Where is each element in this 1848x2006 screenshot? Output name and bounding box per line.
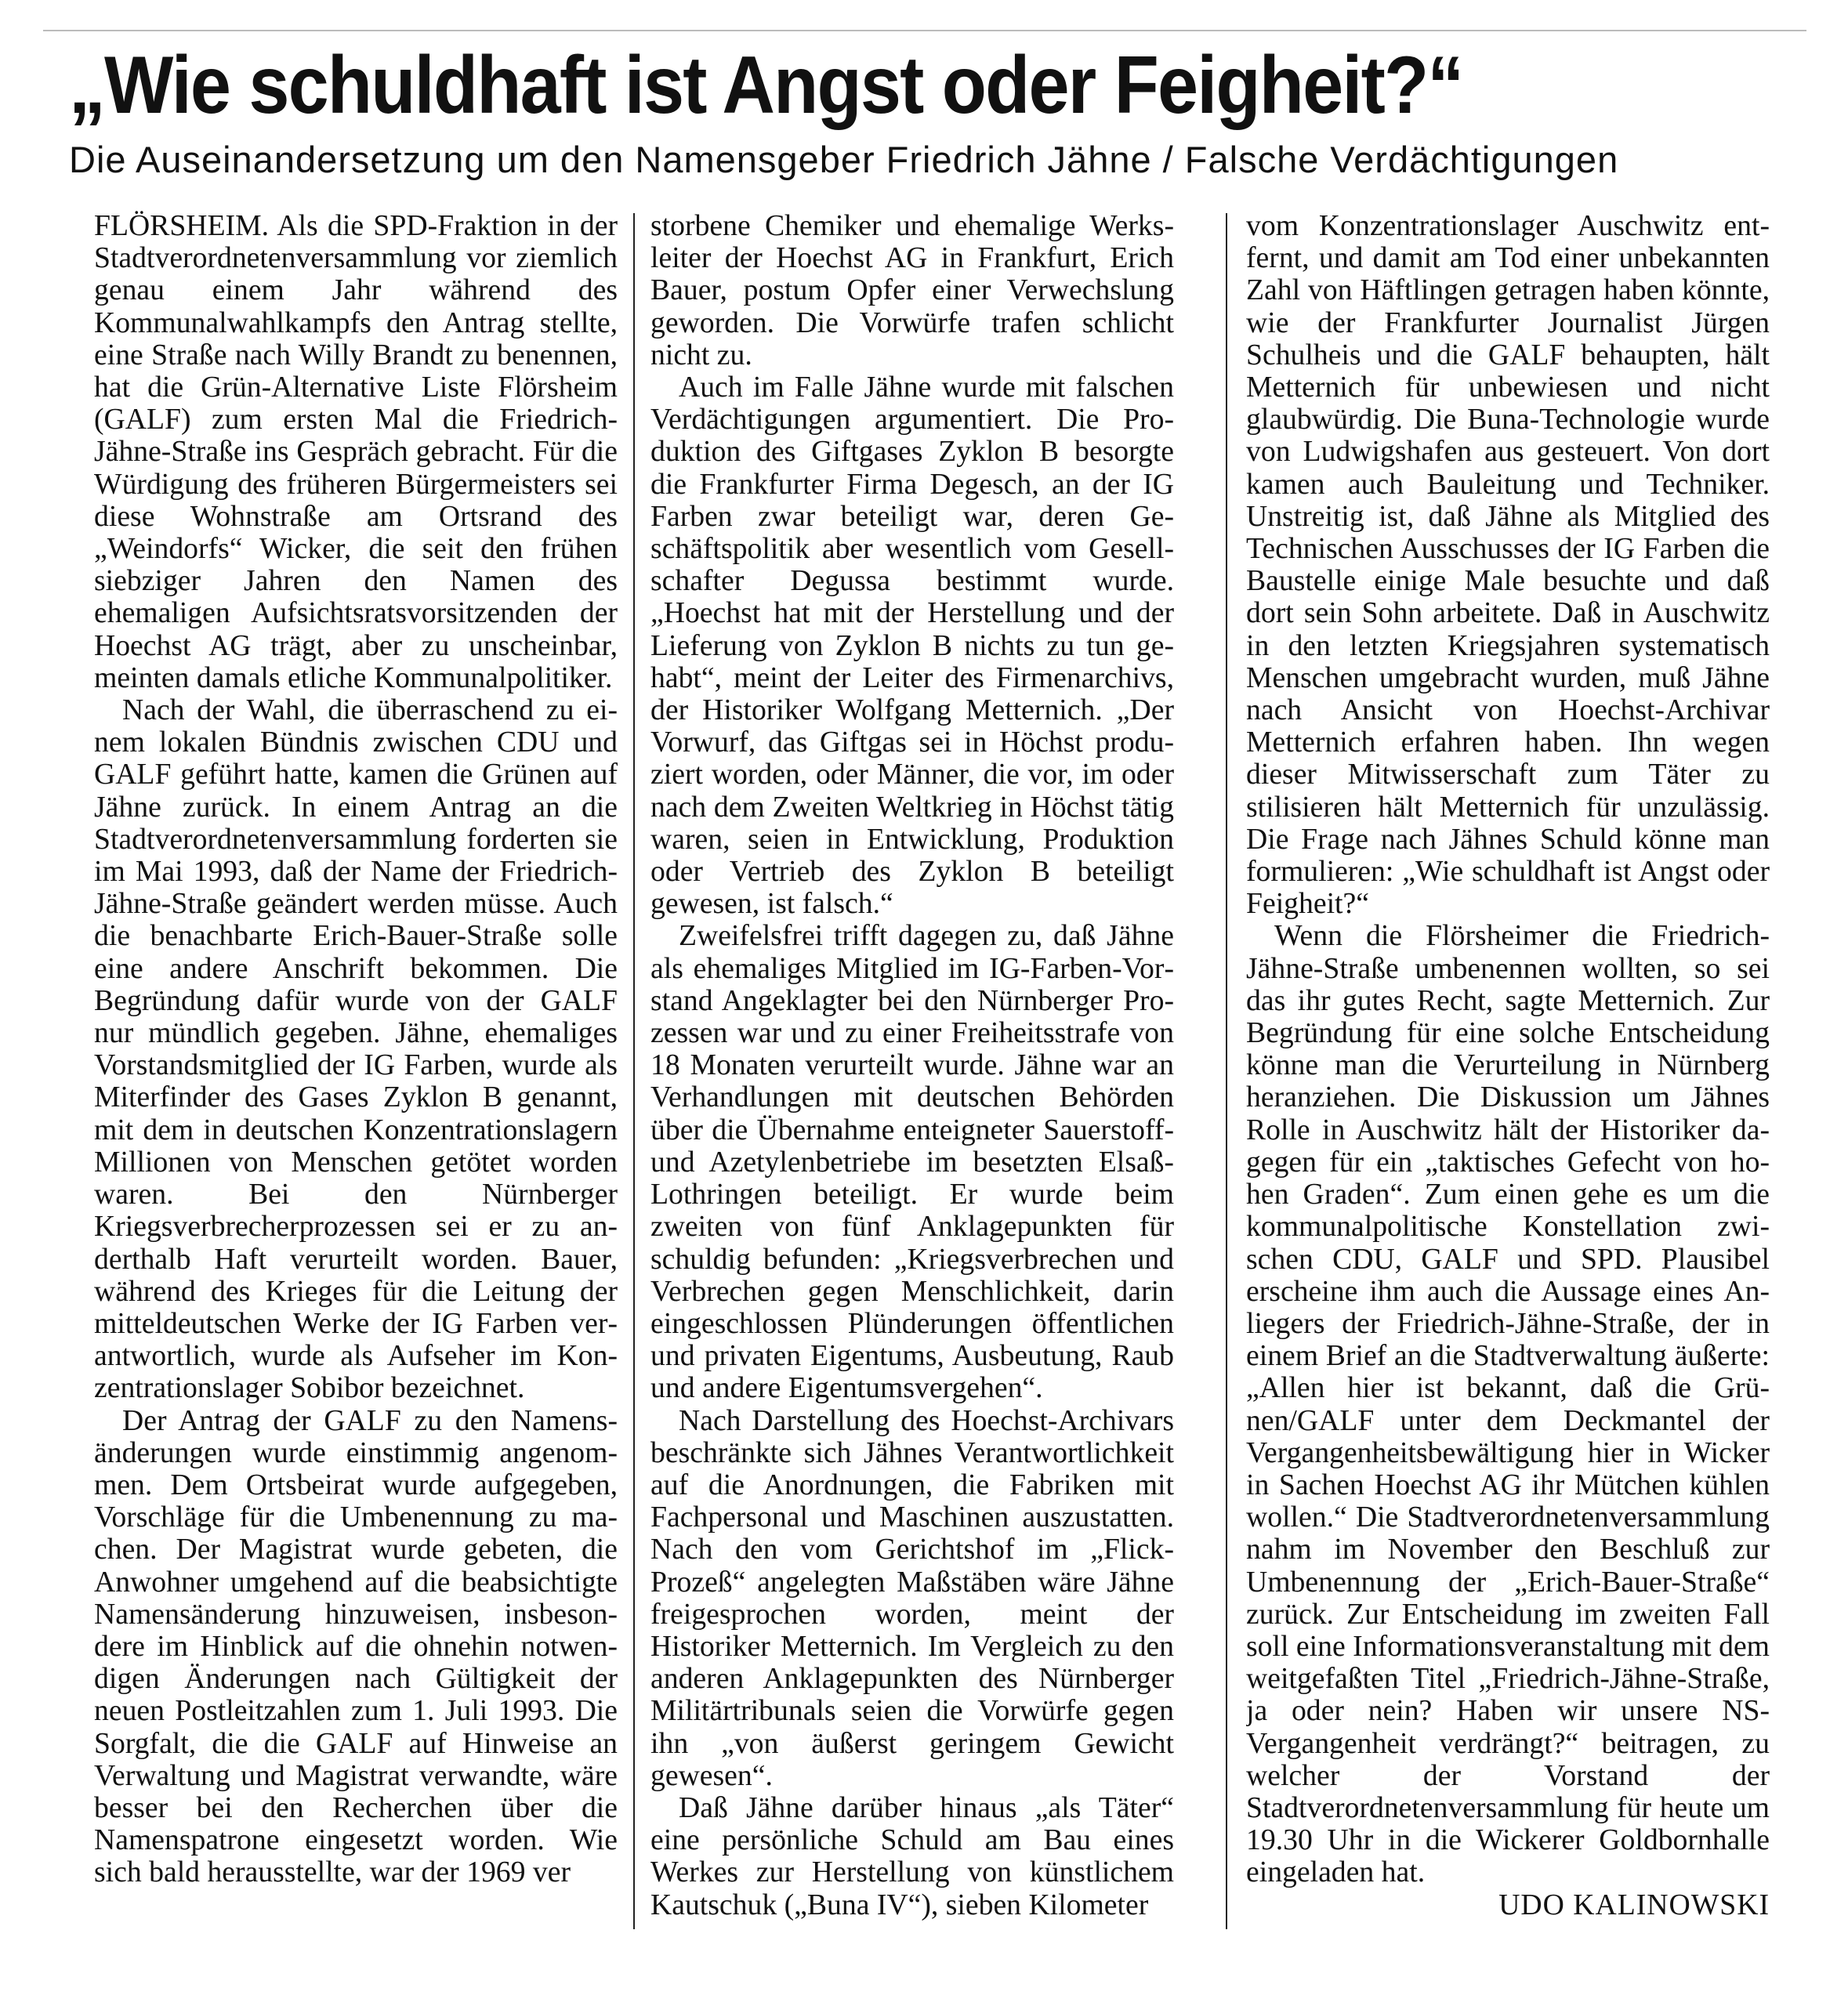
top-rule <box>43 30 1806 31</box>
subheadline: Die Auseinandersetzung um den Namensgeber Friedrich Jähne / Falsche Verdächtigungen <box>69 139 1619 180</box>
paragraph: Nach der Wahl, die überraschend zu einem lokalen Bündnis zwischen CDU und GALF geführt hatte, kamen die Grünen auf Jähne zurück. In einem Antrag an die Stadtverordnetenversammlung forderten sie im Mai 1993, daß der Name der Friedrich-Jähne-Straße geändert werden müsse. Auch die benachbarte Erich-Bauer-Straße solle eine andere Anschrift bekommen. Die Begründung dafür wurde von der GALF nur mündlich gegeben. Jähne, ehemaliges Vorstandsmitglied der IG Farben, wurde als Miterfinder des Gases Zyklon B genannt, mit dem in deutschen Konzentrationslagern Millionen von Menschen getötet worden waren. Bei den Nürnberger Kriegsverbrecherprozessen sei er zu anderthalb Haft verurteilt worden. Bauer, während des Krieges für die Leitung der mitteldeutschen Werke der IG Farben verantwortlich, wurde als Aufseher im Konzentrationslager Sobibor bezeichnet. <box>94 693 618 1405</box>
paragraph: Der Antrag der GALF zu den Namensänderungen wurde einstimmig angenommen. Dem Ortsbeirat wurde aufgegeben, Vorschläge für die Umbenennung zu machen. Der Magistrat wurde gebeten, die Anwohner umgehend auf die beabsichtigte Namensänderung hinzuweisen, insbesondere im Hinblick auf die ohnehin notwendigen Änderungen nach Gültigkeit der neuen Postleitzahlen zum 1. Juli 1993. Die Sorgfalt, die die GALF auf Hinweise an Verwaltung und Magistrat verwandte, wäre besser bei den Recherchen über die Namenspatrone eingesetzt worden. Wie sich bald herausstellte, war der 1969 ver <box>94 1403 618 1889</box>
article-column-1 <box>94 210 618 1965</box>
column-divider <box>1226 213 1227 1929</box>
article-column-3 <box>1246 210 1770 1965</box>
paragraph: Zweifelsfrei trifft dagegen zu, daß Jähne als ehemaliges Mitglied im IG-Farben-Vorstand Angeklagter bei den Nürnberger Prozessen war und zu einer Freiheitsstrafe von 18 Monaten verurteilt wurde. Jähne war an Verhandlungen mit deutschen Behörden über die Übernahme enteigneter Sauerstoff- und Azetylenbetriebe im besetzten Elsaß-Lothringen beteiligt. Er wurde beim zweiten von fünf Anklagepunkten für schuldig befunden: „Kriegsverbrechen und Verbrechen gegen Menschlichkeit, darin eingeschlossen Plünderungen öffentlichen und privaten Eigentums, Ausbeutung, Raub und andere Eigentumsvergehen“. <box>650 919 1174 1405</box>
paragraph: FLÖRSHEIM. Als die SPD-Fraktion in der Stadtverordnetenversammlung vor ziemlich genau einem Jahr während des Kommunalwahlkampfs den Antrag stellte, eine Straße nach Willy Brandt zu benennen, hat die Grün-Alternative Liste Flörsheim (GALF) zum ersten Mal die Friedrich-Jähne-Straße ins Gespräch gebracht. Für die Würdigung des früheren Bürgermeisters sei diese Wohnstraße am Ortsrand des „Weindorfs“ Wicker, die seit den frühen siebziger Jahren den Namen des ehemaligen Aufsichtsratsvorsitzenden der Hoechst AG trägt, aber zu unscheinbar, meinten damals etliche Kommunalpolitiker. <box>94 210 618 694</box>
paragraph: Nach Darstellung des Hoechst-Archivars beschränkte sich Jähnes Verantwortlichkeit auf die Anordnungen, die Fabriken mit Fachpersonal und Maschinen auszustatten. Nach den vom Gerichtshof im „Flick-Prozeß“ angelegten Maßstäben wäre Jähne freigesprochen worden, meint der Historiker Metternich. Im Vergleich zu den anderen Anklagepunkten des Nürnberger Militärtribunals seien die Vorwürfe gegen ihn „von äußerst geringem Gewicht gewesen“. <box>650 1403 1174 1792</box>
headline: „Wie schuldhaft ist Angst oder Feigheit?“ <box>69 40 1463 131</box>
byline: UDO KALINOWSKI <box>1498 1888 1770 1921</box>
paragraph: storbene Chemiker und ehemalige Werksleiter der Hoechst AG in Frankfurt, Erich Bauer, postum Opfer einer Verwechslung geworden. Die Vorwürfe trafen schlicht nicht zu. <box>650 210 1174 371</box>
paragraph: Daß Jähne darüber hinaus „als Täter“ eine persönliche Schuld am Bau eines Werkes zur Herstellung von künstlichem Kautschuk („Buna IV“), sieben Kilometer <box>650 1791 1174 1921</box>
column-divider <box>633 213 635 1929</box>
article-column-2 <box>650 210 1174 1965</box>
paragraph: vom Konzentrationslager Auschwitz entfernt, und damit am Tod einer unbekannten Zahl von Häftlingen getragen haben könnte, wie der Frankfurter Journalist Jürgen Schulheis und die GALF behaupten, hält Metternich für unbewiesen und nicht glaubwürdig. Die Buna-Technologie wurde von Ludwigshafen aus gesteuert. Von dort kamen auch Bauleitung und Techniker. Unstreitig ist, daß Jähne als Mitglied des Technischen Ausschusses der IG Farben die Baustelle einige Male besuchte und daß dort sein Sohn arbeitete. Daß in Auschwitz in den letzten Kriegsjahren systematisch Menschen umgebracht wurden, muß Jähne nach Ansicht von Hoechst-Archivar Metternich erfahren haben. Ihn wegen dieser Mitwisserschaft zum Täter zu stilisieren hält Metternich für unzulässig. Die Frage nach Jähnes Schuld könne man formulieren: „Wie schuldhaft ist Angst oder Feigheit?“ <box>1246 210 1770 921</box>
paragraph: Auch im Falle Jähne wurde mit falschen Verdächtigungen argumentiert. Die Produktion des Giftgases Zyklon B besorgte die Frankfurter Firma Degesch, an der IG Farben zwar beteiligt war, deren Geschäftspolitik aber wesentlich vom Gesellschafter Degussa bestimmt wurde. „Hoechst hat mit der Herstellung und der Lieferung von Zyklon B nichts zu tun gehabt“, meint der Leiter des Firmenarchivs, der Historiker Wolfgang Metternich. „Der Vorwurf, das Giftgas sei in Höchst produziert worden, oder Männer, die vor, im oder nach dem Zweiten Weltkrieg in Höchst tätig waren, seien in Entwicklung, Produktion oder Vertrieb des Zyklon B beteiligt gewesen, ist falsch.“ <box>650 371 1174 921</box>
paragraph: Wenn die Flörsheimer die Friedrich-Jähne-Straße umbenennen wollten, so sei das ihr gutes Recht, sagte Metternich. Zur Begründung für eine solche Entscheidung könne man die Verurteilung in Nürnberg heranziehen. Die Diskussion um Jähnes Rolle in Auschwitz hält der Historiker dagegen für ein „taktisches Gefecht von hohen Graden“. Zum einen gehe es um die kommunalpolitische Konstellation zwischen CDU, GALF und SPD. Plausibel erscheine ihm auch die Aussage eines Anliegers der Friedrich-Jähne-Straße, der in einem Brief an die Stadtverwaltung äußerte: „Allen hier ist bekannt, daß die Grünen/GALF unter dem Deckmantel der Vergangenheitsbewältigung hier in Wicker in Sachen Hoechst AG ihr Mütchen kühlen wollen.“ Die Stadtverordnetenversammlung nahm im November den Beschluß zur Umbenennung der „Erich-Bauer-Straße“ zurück. Zur Entscheidung im zweiten Fall soll eine Informationsveranstaltung mit dem weitgefaßten Titel „Friedrich-Jähne-Straße, ja oder nein? Haben wir unsere NS-Vergangenheit verdrängt?“ beitragen, zu welcher der Vorstand der Stadtverordnetenversammlung für heute um 19.30 Uhr in die Wickerer Goldbornhalle eingeladen hat. <box>1246 919 1770 1889</box>
